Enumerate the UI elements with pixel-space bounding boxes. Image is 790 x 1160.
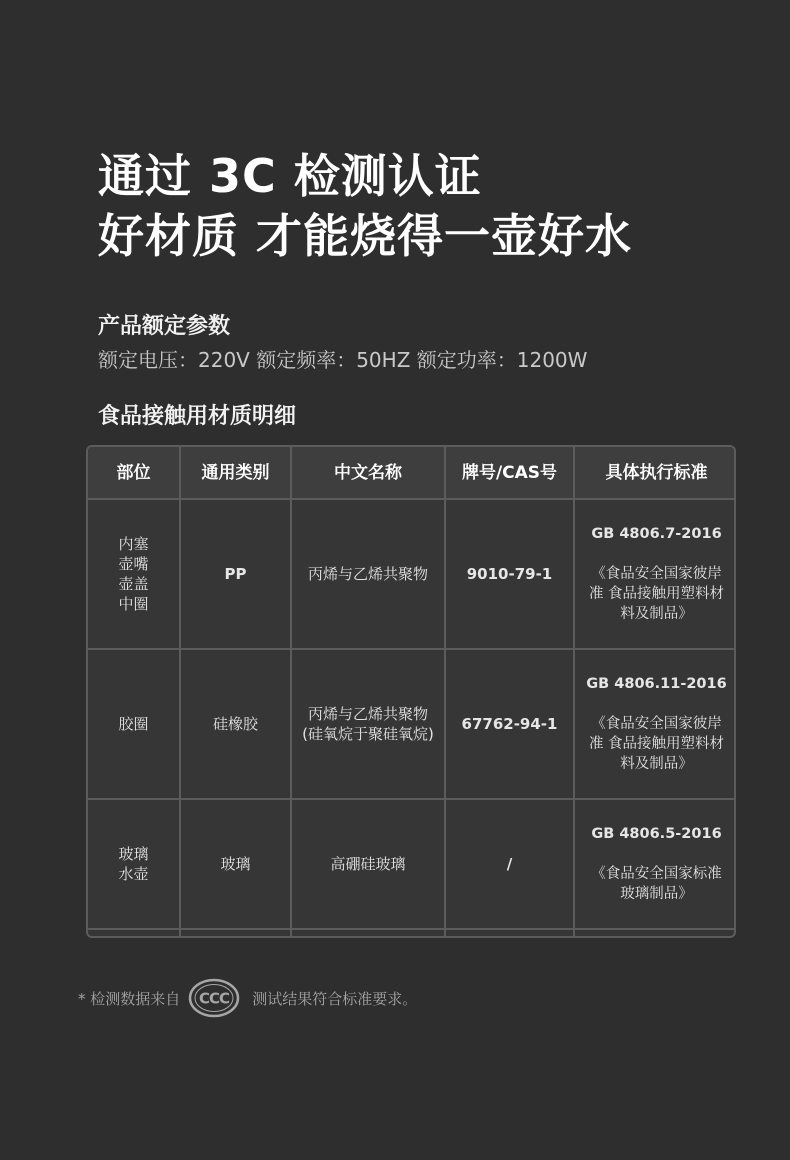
header-chinese-name: 中文名称 (291, 447, 445, 499)
cell-standard (574, 929, 736, 938)
materials-table (86, 445, 736, 938)
cell-cas-number: / (445, 799, 574, 929)
standard-title: 《食品安全国家彼岸 准 食品接触用塑料材 料及制品》 (588, 566, 725, 622)
standard-code: GB 4806.7-2016 (591, 526, 722, 542)
cell-category: 玻璃 (180, 799, 291, 929)
footer-suffix: 测试结果符合标准要求。 (252, 989, 418, 1008)
header-category: 通用类别 (180, 447, 291, 499)
ccc-logo-text: CCC (199, 989, 230, 1008)
standard-title: 《食品安全国家彼岸 准 食品接触用塑料材 料及制品》 (588, 716, 725, 772)
table-row (88, 649, 736, 799)
cell-cas-number: 9010-79-1 (445, 499, 574, 649)
standard-code: GB 4806.11-2016 (586, 676, 727, 692)
table-row (88, 929, 736, 938)
cell-category: PP (180, 499, 291, 649)
cell-chinese-name: 丙烯与乙烯共聚物 (硅氧烷于聚硅氧烷) (291, 649, 445, 799)
cell-standard (574, 649, 736, 799)
cell-chinese-name (291, 929, 445, 938)
standard-code: GB 4806.5-2016 (591, 826, 722, 842)
cell-category: 硅橡胶 (180, 649, 291, 799)
headline-line-2: 好材质 才能烧得一壶好水 (98, 209, 633, 263)
params-title: 产品额定参数 (98, 314, 231, 339)
cell-cas-number (445, 929, 574, 938)
header-part: 部位 (88, 447, 180, 499)
cell-part: 胶圈 (88, 649, 180, 799)
cell-chinese-name: 丙烯与乙烯共聚物 (291, 499, 445, 649)
cell-part: 玻璃 水壶 (88, 799, 180, 929)
header-standard: 具体执行标准 (574, 447, 736, 499)
standard-title: 《食品安全国家标准 玻璃制品》 (591, 866, 722, 902)
table-row (88, 499, 736, 649)
table-header-row (88, 447, 736, 499)
cell-part: 内塞 壶嘴 壶盖 中圈 (88, 499, 180, 649)
cell-chinese-name: 高硼硅玻璃 (291, 799, 445, 929)
table-row (88, 799, 736, 929)
materials-title: 食品接触用材质明细 (98, 404, 297, 429)
ccc-certification-icon (188, 978, 240, 1018)
cell-cas-number: 67762-94-1 (445, 649, 574, 799)
params-line: 额定电压：220V 额定频率：50HZ 额定功率：1200W (98, 348, 588, 372)
cell-part (88, 929, 180, 938)
headline-line-1: 通过 3C 检测认证 (98, 149, 482, 203)
header-cas-number: 牌号/CAS号 (445, 447, 574, 499)
footer-note (78, 972, 417, 1024)
footer-prefix: * 检测数据来自 (78, 989, 181, 1008)
cell-standard (574, 799, 736, 929)
cell-standard (574, 499, 736, 649)
cell-category (180, 929, 291, 938)
